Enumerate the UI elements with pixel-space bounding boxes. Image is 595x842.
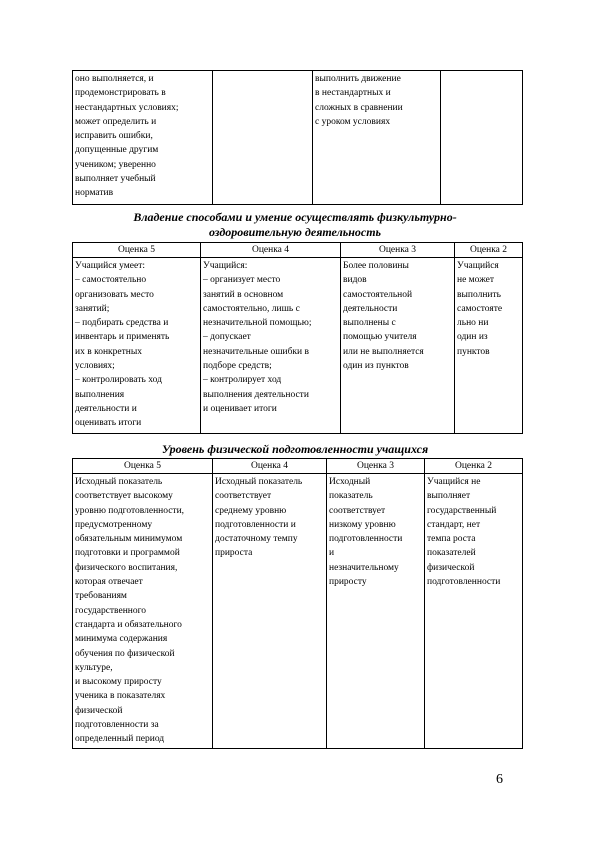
column-header: Оценка 3 [341,243,455,258]
table-cell: выполнить движение в нестандартных и сложных в сравнении с уроком условиях [313,71,441,205]
section-heading-fitness [60,442,530,457]
table-cell [441,71,523,205]
table-cell: Исходный показатель соответствует низкому уровню подготовленности и незначительному приросту [327,474,425,749]
table-cell: Исходный показатель соответствует высокому уровню подготовленности, предусмотренному обязательным минимумом подготовки и программой физического воспитания, которая отвечает требованиям государственного стандарта и обязательного минимума содержания обучения по физической культуре, и высокому приросту ученика в показателях физической подготовленности за определенный период [73,474,213,749]
table-cell: Более половины видов самостоятельной деятельности выполнены с помощью учителя или не выполняется один из пунктов [341,258,455,434]
section-heading-line: Уровень физической подготовленности учащихся [161,442,429,456]
section-heading-activity [60,210,530,240]
table-cell: оно выполняется, и продемонстрировать в нестандартных условиях; может определить и исправить ошибки, допущенные другим учеником; уверенно выполняет учебный норматив [73,71,213,205]
table-header-row [73,243,523,258]
table-cell: Учащийся не выполняет государственный стандарт, нет темпа роста показателей физической подготовленности [425,474,523,749]
table-activity-grades [72,242,523,434]
column-header: Оценка 2 [455,243,523,258]
column-header: Оценка 3 [327,459,425,474]
column-header: Оценка 2 [425,459,523,474]
table-row [73,258,523,434]
column-header: Оценка 5 [73,459,213,474]
table-cell: Учащийся умеет: – самостоятельно организовать место занятий; – подбирать средства и инвентарь и применять их в конкретных условиях; – контролировать ход выполнения деятельности и оценивать итоги [73,258,201,434]
table-cell: Учащийся: – организует место занятий в основном самостоятельно, лишь с незначительной помощью; – допускает незначительные ошибки в подборе средств; – контролирует ход выполнения деятельности и оценивает итоги [201,258,341,434]
table-cell: Учащийся не может выполнить самостояте льно ни один из пунктов [455,258,523,434]
table-fitness-grades [72,458,523,749]
section-heading-line: оздоровительную деятельность [208,225,382,239]
column-header: Оценка 4 [201,243,341,258]
table-row [73,71,523,205]
table-cell [213,71,313,205]
table-continuation [72,70,523,205]
table-row [73,474,523,749]
page-number: 6 [496,772,503,787]
column-header: Оценка 4 [213,459,327,474]
section-heading-line: Владение способами и умение осуществлять физкультурно- [133,210,457,224]
column-header: Оценка 5 [73,243,201,258]
table-cell: Исходный показатель соответствует среднему уровню подготовленности и достаточному темпу прироста [213,474,327,749]
table-header-row [73,459,523,474]
